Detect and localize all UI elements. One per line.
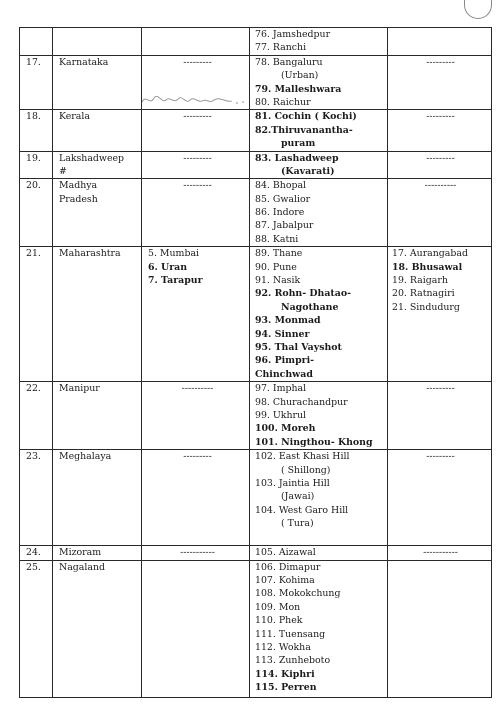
column-3-cell bbox=[142, 55, 250, 110]
column-5-cell bbox=[388, 55, 492, 110]
district-entry: 90. Pune bbox=[255, 261, 297, 273]
state-name-cell bbox=[53, 110, 142, 151]
district-entry: 95. Thal Vayshot bbox=[255, 342, 342, 354]
column-5-entry: 20. Ratnagiri bbox=[392, 288, 455, 300]
empty-dash: --------- bbox=[183, 451, 212, 463]
district-entry: (Kavarati) bbox=[281, 165, 335, 177]
district-entry: 91. Nasik bbox=[255, 275, 301, 287]
district-entry: 81. Cochin ( Kochi) bbox=[255, 111, 357, 123]
empty-dash: --------- bbox=[183, 152, 212, 164]
column-4-cell bbox=[250, 450, 388, 546]
table-row bbox=[20, 546, 492, 560]
state-name: Kerala bbox=[59, 111, 90, 123]
district-entry: 82.Thiruvanantha- bbox=[255, 124, 353, 136]
state-name: Pradesh bbox=[59, 193, 98, 205]
district-entry: 99. Ukhrul bbox=[255, 410, 307, 422]
empty-dash: --------- bbox=[426, 451, 455, 463]
state-name: Manipur bbox=[59, 383, 100, 395]
district-entry: (Urban) bbox=[281, 70, 319, 82]
serial-number-cell bbox=[20, 110, 53, 151]
serial-number: 17. bbox=[26, 56, 41, 68]
district-entry: 93. Monmad bbox=[255, 315, 321, 327]
empty-dash: --------- bbox=[426, 152, 455, 164]
district-entry: 105. Aizawal bbox=[255, 547, 316, 559]
district-entry: 108. Mokokchung bbox=[255, 588, 341, 600]
district-entry: 94. Sinner bbox=[255, 328, 310, 340]
state-name: Maharashtra bbox=[59, 248, 121, 260]
district-entry: 77. Ranchi bbox=[255, 42, 307, 54]
district-entry: 92. Rohn- Dhatao- bbox=[255, 288, 351, 300]
column-4-cell bbox=[250, 546, 388, 560]
state-name-cell bbox=[53, 151, 142, 179]
serial-number: 19. bbox=[26, 152, 41, 164]
serial-number: 25. bbox=[26, 561, 41, 573]
column-3-entry: 7. Tarapur bbox=[148, 275, 203, 287]
district-entry: 76. Jamshedpur bbox=[255, 29, 331, 40]
column-4-cell bbox=[250, 151, 388, 179]
state-name: # bbox=[59, 165, 67, 177]
district-entry: 103. Jaintia Hill bbox=[255, 478, 330, 490]
column-4-cell bbox=[250, 560, 388, 697]
empty-dash: --------- bbox=[183, 111, 212, 123]
state-name: Madhya bbox=[59, 180, 98, 192]
district-entry: 83. Lashadweep bbox=[255, 152, 339, 164]
district-entry: 100. Moreh bbox=[255, 423, 316, 435]
district-entry: 98. Churachandpur bbox=[255, 396, 348, 408]
state-name-cell bbox=[53, 247, 142, 382]
empty-dash: ----------- bbox=[423, 547, 458, 559]
serial-number-cell bbox=[20, 247, 53, 382]
state-name: Mizoram bbox=[59, 547, 102, 559]
page-number-mark bbox=[464, 0, 492, 19]
empty-dash: --------- bbox=[426, 111, 455, 123]
column-4-cell bbox=[250, 382, 388, 450]
table-body bbox=[20, 28, 492, 698]
column-4-cell bbox=[250, 179, 388, 247]
serial-number-cell bbox=[20, 560, 53, 697]
district-entry: 110. Phek bbox=[255, 615, 303, 627]
district-entry: 113. Zunheboto bbox=[255, 655, 331, 667]
district-entry: Nagothane bbox=[281, 301, 339, 313]
state-name-cell bbox=[53, 179, 142, 247]
district-entry: 114. Kiphri bbox=[255, 668, 315, 680]
table-row bbox=[20, 382, 492, 450]
column-5-entry: 18. Bhusawal bbox=[392, 261, 463, 273]
empty-dash: --------- bbox=[426, 56, 455, 68]
table-row bbox=[20, 450, 492, 546]
district-entry: ( Shillong) bbox=[281, 464, 331, 476]
table-row bbox=[20, 560, 492, 697]
district-entry: 96. Pimpri- bbox=[255, 355, 315, 367]
serial-number: 20. bbox=[26, 180, 41, 192]
column-3-cell bbox=[142, 546, 250, 560]
state-name-cell bbox=[53, 382, 142, 450]
district-entry: 111. Tuensang bbox=[255, 628, 326, 640]
serial-number-cell bbox=[20, 28, 53, 56]
column-3-cell bbox=[142, 110, 250, 151]
state-name: Lakshadweep bbox=[59, 152, 125, 164]
district-entry: 80. Raichur bbox=[255, 96, 311, 108]
column-5-cell bbox=[388, 546, 492, 560]
empty-dash: ----------- bbox=[180, 547, 215, 559]
district-entry: 88. Katni bbox=[255, 233, 299, 245]
empty-dash: --------- bbox=[183, 180, 212, 192]
column-5-cell bbox=[388, 247, 492, 382]
column-3-cell bbox=[142, 560, 250, 697]
column-3-cell bbox=[142, 382, 250, 450]
column-3-cell bbox=[142, 179, 250, 247]
district-entry: puram bbox=[281, 138, 316, 150]
state-name: Meghalaya bbox=[59, 451, 112, 463]
district-entry: 102. East Khasi Hill bbox=[255, 451, 350, 463]
state-name-cell bbox=[53, 55, 142, 110]
table-row bbox=[20, 28, 492, 56]
column-3-entry: 5. Mumbai bbox=[148, 248, 200, 260]
state-name: Karnataka bbox=[59, 56, 109, 68]
district-entry: 86. Indore bbox=[255, 207, 305, 219]
district-entry: 115. Perren bbox=[255, 682, 317, 694]
empty-dash: ---------- bbox=[424, 180, 457, 192]
serial-number: 21. bbox=[26, 248, 41, 260]
district-entry: 78. Bangaluru bbox=[255, 56, 323, 68]
column-5-cell bbox=[388, 382, 492, 450]
column-3-cell bbox=[142, 151, 250, 179]
column-5-cell bbox=[388, 179, 492, 247]
column-5-entry: 17. Aurangabad bbox=[392, 248, 468, 260]
column-4-cell bbox=[250, 247, 388, 382]
district-entry: 87. Jabalpur bbox=[255, 220, 314, 232]
state-name-cell bbox=[53, 28, 142, 56]
column-3-entry: 6. Uran bbox=[148, 261, 188, 273]
district-entry: 97. Imphal bbox=[255, 383, 307, 395]
column-5-cell bbox=[388, 28, 492, 56]
serial-number: 23. bbox=[26, 451, 41, 463]
district-entry: Chinchwad bbox=[255, 368, 313, 380]
district-entry bbox=[255, 531, 385, 544]
table-row bbox=[20, 110, 492, 151]
district-entry: ( Tura) bbox=[281, 518, 314, 530]
serial-number: 22. bbox=[26, 383, 41, 395]
state-name-cell bbox=[53, 560, 142, 697]
state-name: Nagaland bbox=[59, 561, 106, 573]
serial-number-cell bbox=[20, 179, 53, 247]
column-5-cell bbox=[388, 110, 492, 151]
table-row bbox=[20, 247, 492, 382]
district-entry: (Jawai) bbox=[281, 491, 315, 503]
district-entry: 89. Thane bbox=[255, 248, 303, 260]
table-row bbox=[20, 179, 492, 247]
column-4-cell bbox=[250, 110, 388, 151]
column-3-cell bbox=[142, 28, 250, 56]
column-5-entry: 21. Sindudurg bbox=[392, 301, 460, 313]
empty-dash: ---------- bbox=[181, 383, 214, 395]
serial-number-cell bbox=[20, 546, 53, 560]
district-entry: 106. Dimapur bbox=[255, 561, 321, 573]
district-entry: 109. Mon bbox=[255, 601, 301, 613]
district-entry: 84. Bhopal bbox=[255, 180, 307, 192]
table-row bbox=[20, 151, 492, 179]
table-row bbox=[20, 55, 492, 110]
serial-number-cell bbox=[20, 151, 53, 179]
column-5-cell bbox=[388, 151, 492, 179]
serial-number-cell bbox=[20, 450, 53, 546]
district-entry: 79. Malleshwara bbox=[255, 83, 342, 95]
district-entry: 85. Gwalior bbox=[255, 193, 311, 205]
serial-number-cell bbox=[20, 382, 53, 450]
column-3-cell bbox=[142, 247, 250, 382]
empty-dash: --------- bbox=[183, 56, 212, 68]
column-4-cell bbox=[250, 28, 388, 56]
state-name-cell bbox=[53, 450, 142, 546]
column-5-cell bbox=[388, 560, 492, 697]
empty-dash: --------- bbox=[426, 383, 455, 395]
state-district-table bbox=[19, 27, 492, 698]
column-4-cell bbox=[250, 55, 388, 110]
column-5-entry: 19. Raigarh bbox=[392, 275, 448, 287]
column-3-cell bbox=[142, 450, 250, 546]
state-name-cell bbox=[53, 546, 142, 560]
column-5-cell bbox=[388, 450, 492, 546]
serial-number: 24. bbox=[26, 547, 41, 559]
district-entry: 104. West Garo Hill bbox=[255, 504, 349, 516]
district-entry: 112. Wokha bbox=[255, 642, 311, 654]
serial-number: 18. bbox=[26, 111, 41, 123]
district-entry: 101. Ningthou- Khong bbox=[255, 436, 373, 448]
serial-number-cell bbox=[20, 55, 53, 110]
district-entry: 107. Kohima bbox=[255, 575, 315, 587]
